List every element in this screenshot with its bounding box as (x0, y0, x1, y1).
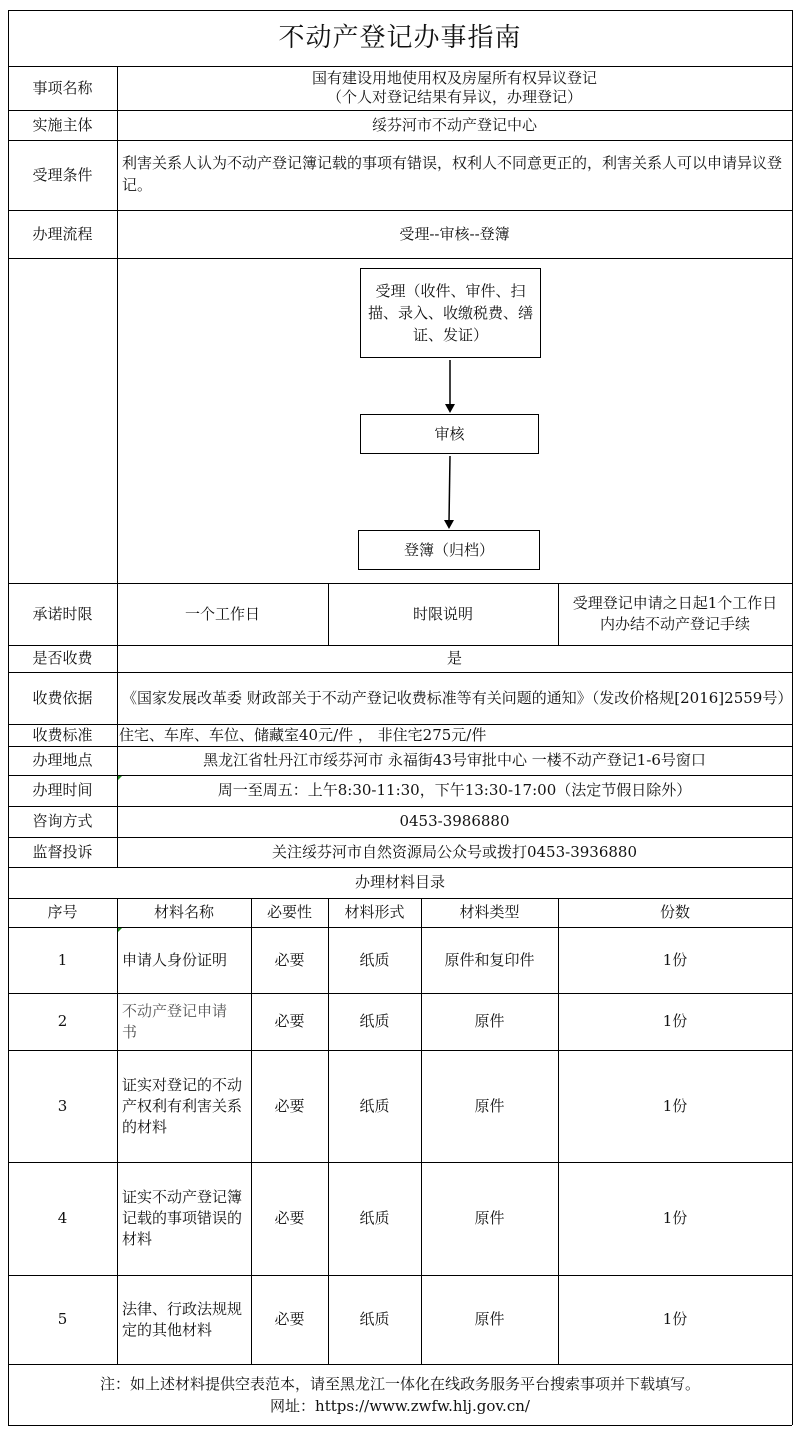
flow-arrow-2 (440, 454, 460, 530)
table-row-3-count: 1份 (662, 1096, 688, 1115)
footnote (8, 1364, 792, 1425)
table-row-1-required: 必要 (274, 950, 305, 969)
conditions-value: 利害关系人认为不动产登记簿记载的事项有错误，权利人不同意更正的，利害关系人可以申请异议登记。 (122, 154, 783, 194)
table-row-3-no: 3 (57, 1096, 68, 1115)
table-row-1-form: 纸质 (359, 950, 390, 969)
table-border-right (792, 10, 793, 1425)
materials-title: 办理材料目录 (354, 873, 445, 891)
flow-arrow-1 (440, 358, 460, 414)
table-row-4-count: 1份 (662, 1209, 688, 1227)
header-type: 材料类型 (459, 903, 520, 921)
consult-value: 0453-3986880 (399, 812, 510, 830)
time-limit-note-label: 时限说明 (412, 604, 473, 623)
row-line (8, 258, 792, 259)
cell-comment-marker (118, 928, 122, 932)
item-name-label: 事项名称 (32, 78, 93, 97)
page-title: 不动产登记办事指南 (278, 22, 522, 53)
conditions-label: 受理条件 (32, 165, 93, 184)
table-row-2-required: 必要 (274, 1012, 305, 1030)
flow-step-review: 审核 (360, 414, 539, 454)
location-label: 办理地点 (32, 751, 93, 769)
item-name-line2: （个人对登记结果有异议，办理登记） (326, 88, 582, 106)
table-row-2-no: 2 (57, 1012, 68, 1030)
table-row-5-count: 1份 (662, 1310, 688, 1328)
item-name-line1: 国有建设用地使用权及房屋所有权异议登记 (311, 69, 597, 87)
fee-standard-label: 收费标准 (32, 725, 93, 744)
item-name-value (117, 66, 792, 110)
header-count: 份数 (659, 903, 690, 921)
header-required: 必要性 (266, 903, 312, 921)
footnote-line2: 网址：https://www.zwfw.hlj.gov.cn/ (270, 1396, 530, 1415)
table-row-3-name: 证实对登记的不动产权利有利害关系的材料 (122, 1075, 243, 1136)
table-row-2-type: 原件 (474, 1012, 505, 1030)
fee-basis-value: 《国家发展改革委 财政部关于不动产登记收费标准等有关问题的通知》（发改价格规[2016]2559号） (122, 688, 793, 707)
fee-standard-value: 住宅、车库、车位、储藏室40元/件 ， 非住宅275元/件 (119, 725, 487, 744)
table-row-5-required: 必要 (274, 1310, 305, 1328)
table-row-4-form: 纸质 (359, 1209, 390, 1227)
fee-label: 是否收费 (32, 649, 93, 667)
time-limit-note: 受理登记申请之日起1个工作日内办结不动产登记手续 (572, 594, 778, 633)
flow-step-register: 登簿（归档） (358, 530, 540, 570)
table-row-3-required: 必要 (274, 1096, 305, 1115)
table-row-1-no: 1 (57, 950, 68, 969)
flow-step-accept: 受理（收件、审件、扫描、录入、收缴税费、缮证、发证） (360, 268, 541, 358)
header-form: 材料形式 (344, 903, 405, 921)
table-row-3-form: 纸质 (359, 1096, 390, 1115)
location-value: 黑龙江省牡丹江市绥芬河市 永福街43号审批中心 一楼不动产登记1-6号窗口 (203, 751, 706, 769)
table-row-5-form: 纸质 (359, 1310, 390, 1328)
table-row-1-name: 申请人身份证明 (122, 950, 228, 969)
table-row-5-no: 5 (57, 1310, 68, 1328)
process-value: 受理--审核--登簿 (399, 224, 510, 243)
hours-label: 办理时间 (32, 781, 93, 799)
table-row-2-form: 纸质 (359, 1012, 390, 1030)
table-row-2-name: 不动产登记申请书 (122, 1001, 228, 1041)
complaint-label: 监督投诉 (32, 842, 93, 861)
footnote-line1: 注：如上述材料提供空表范本，请至黑龙江一体化在线政务服务平台搜索事项并下载填写。 (99, 1374, 700, 1393)
table-row-4-no: 4 (57, 1209, 68, 1227)
table-row-5-type: 原件 (474, 1310, 505, 1328)
time-limit-value: 一个工作日 (184, 604, 260, 623)
table-row-2-count: 1份 (662, 1012, 688, 1030)
cell-comment-marker (118, 776, 122, 780)
table-row-4-type: 原件 (474, 1209, 505, 1227)
consult-label: 咨询方式 (32, 812, 93, 830)
table-row-4-name: 证实不动产登记簿记载的事项错误的材料 (122, 1188, 243, 1248)
subject-value: 绥芬河市不动产登记中心 (371, 115, 537, 134)
complaint-value: 关注绥芬河市自然资源局公众号或拨打0453-3936880 (271, 842, 638, 861)
process-label: 办理流程 (32, 224, 93, 243)
fee-basis-label: 收费依据 (32, 688, 93, 707)
header-name: 材料名称 (153, 903, 214, 921)
table-border-bottom (8, 1425, 792, 1426)
table-row-3-type: 原件 (474, 1096, 505, 1115)
table-row-1-count: 1份 (662, 950, 688, 969)
table-row-5-name: 法律、行政法规规定的其他材料 (122, 1299, 243, 1339)
subject-label: 实施主体 (32, 115, 93, 134)
header-no: 序号 (47, 903, 78, 921)
time-limit-label: 承诺时限 (32, 604, 93, 623)
table-row-1-type: 原件和复印件 (444, 950, 535, 969)
fee-value: 是 (446, 649, 462, 667)
table-row-4-required: 必要 (274, 1209, 305, 1227)
hours-value: 周一至周五：上午8:30-11:30，下午13:30-17:00（法定节假日除外） (217, 781, 692, 799)
